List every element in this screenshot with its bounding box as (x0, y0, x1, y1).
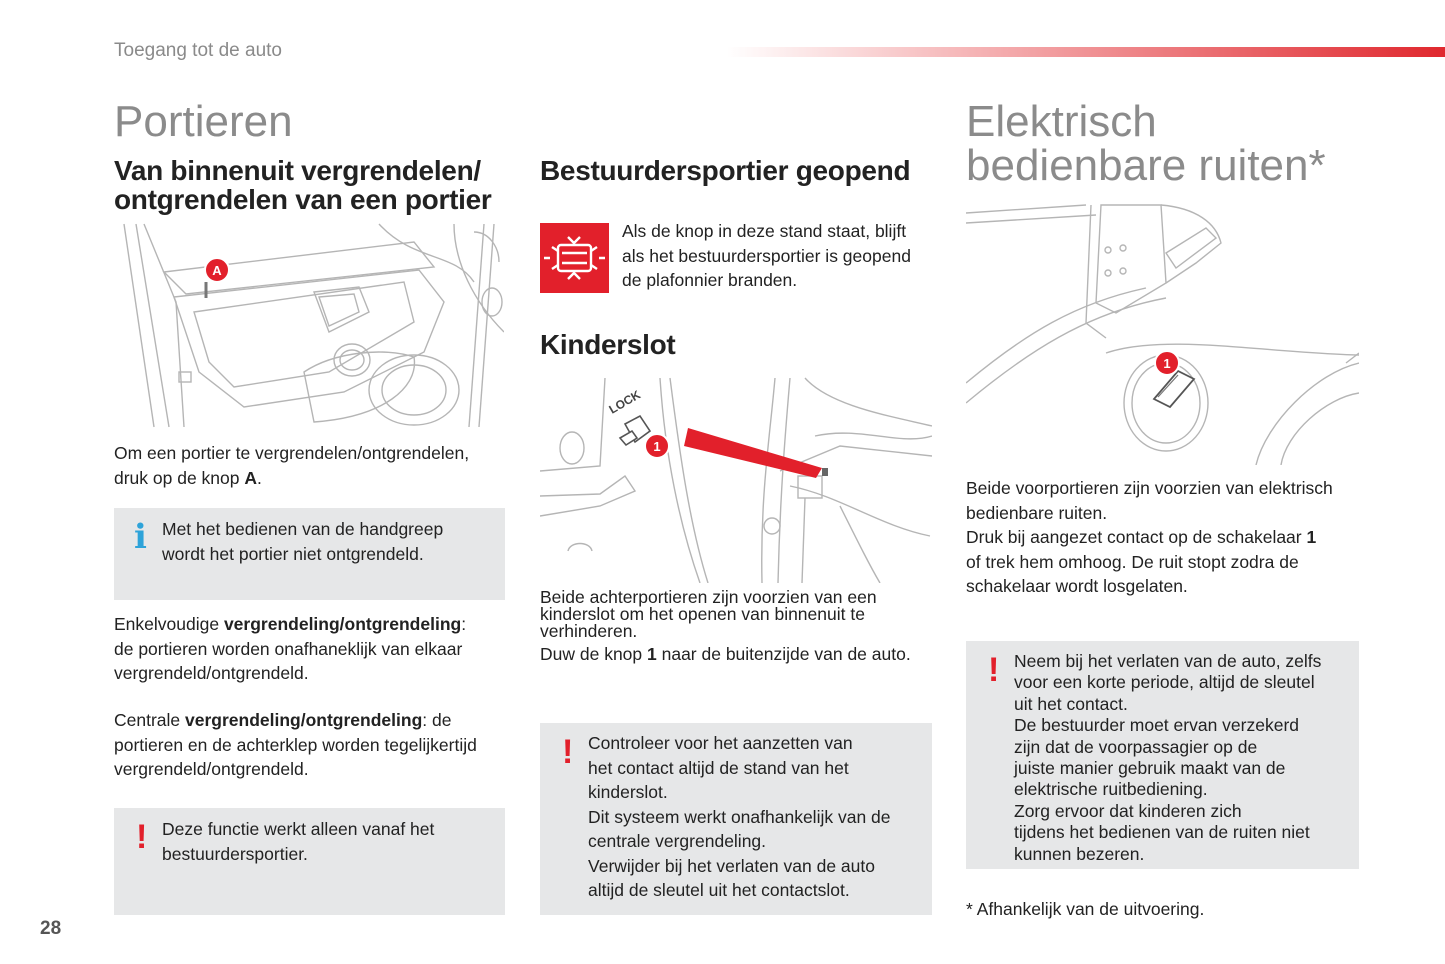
warning-box-windows: ! Neem bij het verlaten van de auto, zelfs voor een korte periode, altijd de sleutel uit het contact. De bestuurder moet ervan verzekerd zijn dat de voorpassagier op de juiste manier gebruik maakt van de elektrische ruitbediening. Zorg ervoor dat kinderen zich tijdens het bedienen van de ruiten niet kunnen bezeren. (966, 641, 1359, 869)
driver-door-text: Als de knop in deze stand staat, blijft als het bestuurdersportier is geopend de plafonnier branden. (622, 221, 911, 290)
child-lock-illustration (540, 376, 932, 583)
warning-icon: ! (988, 651, 1000, 689)
door-interior-illustration (114, 222, 504, 432)
warning-icon: ! (562, 733, 574, 771)
warning-box-child-lock: ! Controleer voor het aanzetten van het contact altijd de stand van het kinderslot. Dit systeem werkt onafhankelijk van de centrale vergrendeling. Verwijder bij het verlaten van de auto altijd de sleutel uit het contactslot. (540, 723, 932, 915)
window-switch-illustration (966, 203, 1359, 465)
info-icon: i (134, 517, 147, 557)
section-title-windows: Elektrisch bedienbare ruiten* (966, 97, 1326, 190)
page-title: Portieren (114, 97, 293, 146)
svg-text:1: 1 (1163, 356, 1171, 371)
paragraph-central-locking: Centrale vergrendeling/ontgrendeling: de portieren en de achterklep worden tegelijkertijd vergrendeld/ontgrendeld. (114, 710, 477, 779)
section-heading-child-lock: Kinderslot (540, 329, 676, 360)
svg-text:A: A (212, 263, 222, 278)
warning-icon: ! (136, 818, 148, 856)
child-lock-instruction: Duw de knop 1 naar de buitenzijde van de auto. (540, 644, 911, 664)
section-heading-lock: Van binnenuit vergrendelen/ ontgrendelen van een portier (114, 155, 492, 215)
paragraph-single-locking: Enkelvoudige vergrendeling/ontgrendeling: de portieren worden onafhaneklijk van elkaar vergrendeld/ontgrendeld. (114, 614, 467, 683)
info-box: i Met het bedienen van de handgreep wordt het portier niet ontgrendeld. (114, 508, 505, 600)
warning-box-driver-door: ! Deze functie werkt alleen vanaf het bestuurdersportier. (114, 808, 505, 915)
section-heading-driver-door: Bestuurdersportier geopend (540, 155, 911, 186)
window-paragraph: Beide voorportieren zijn voorzien van elektrisch bedienbare ruiten. Druk bij aangezet contact op de schakelaar 1 of trek hem omhoog. De ruit stopt zodra de schakelaar wordt losgelaten. (966, 478, 1333, 596)
paragraph-lock-instruction: Om een portier te vergrendelen/ontgrendelen, druk op de knop A. (114, 443, 470, 488)
child-lock-paragraph: Beide achterportieren zijn voorzien van een kinderslot om het openen van binnenuit te verhinderen. (540, 587, 877, 641)
page-number: 28 (40, 918, 62, 939)
footnote: * Afhankelijk van de uitvoering. (966, 899, 1205, 919)
header-accent-bar (726, 47, 1445, 57)
svg-text:1: 1 (653, 439, 661, 454)
svg-text:LOCK: LOCK (606, 387, 643, 417)
courtesy-light-icon (540, 223, 609, 293)
section-label: Toegang tot de auto (114, 40, 282, 61)
